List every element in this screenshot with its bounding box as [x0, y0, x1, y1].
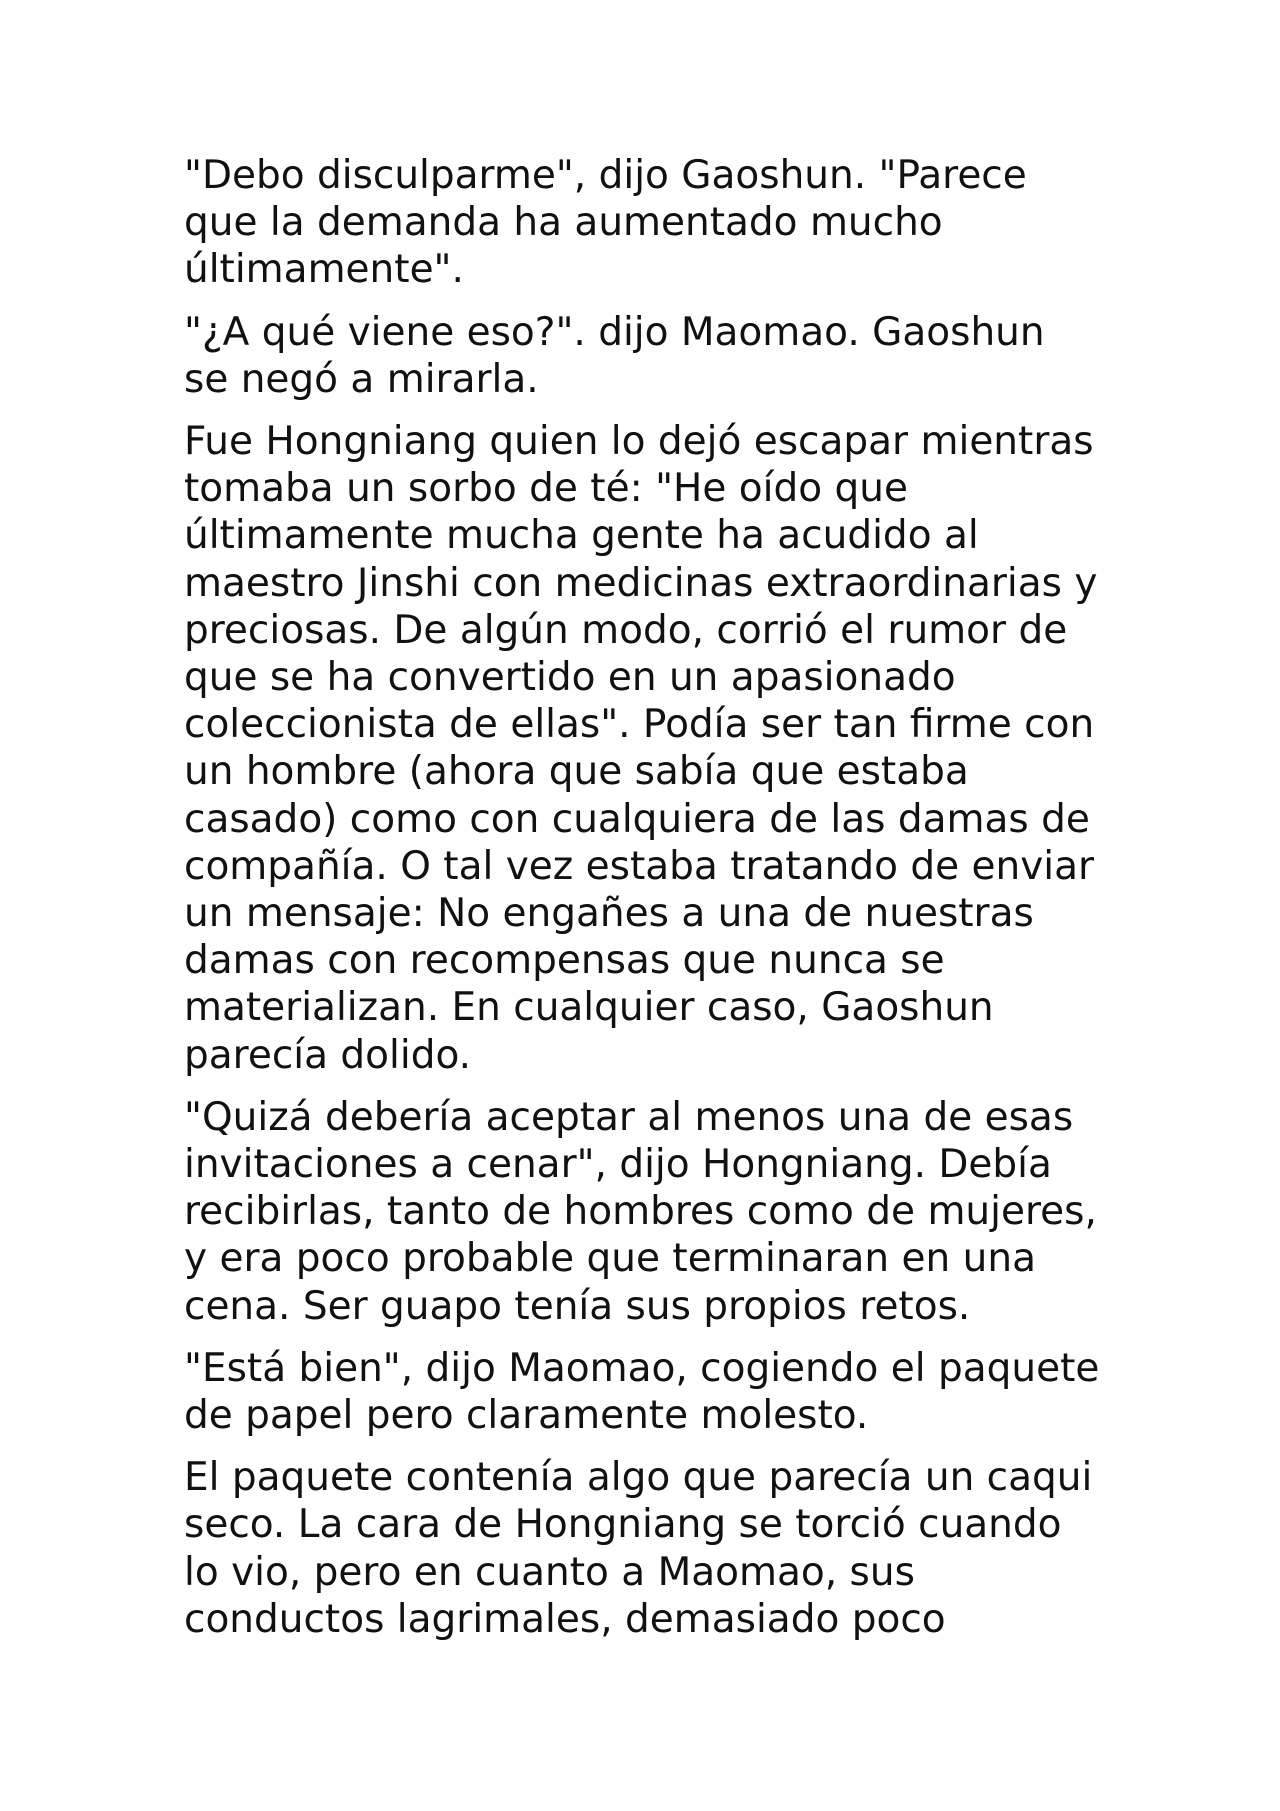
text-line: damas con recompensas que nunca se	[184, 938, 945, 984]
text-line: "Está bien", dijo Maomao, cogiendo el paquete	[184, 1345, 1100, 1391]
text-line: lo vio, pero en cuanto a Maomao, sus	[184, 1549, 915, 1595]
paragraph-2	[184, 309, 1124, 403]
text-line: tomaba un sorbo de té: "He oído que	[184, 466, 908, 512]
text-line: "¿A qué viene eso?". dijo Maomao. Gaoshun	[184, 309, 1045, 355]
text-line: de papel pero claramente molesto.	[184, 1393, 869, 1439]
paragraph-5	[184, 1345, 1124, 1439]
text-line: un mensaje: No engañes a una de nuestras	[184, 891, 1034, 937]
text-line: "Debo disculparme", dijo Gaoshun. "Parece	[184, 153, 1027, 198]
text-line: coleccionista de ellas". Podía ser tan firme con	[184, 702, 1095, 748]
text-line: que se ha convertido en un apasionado	[184, 655, 956, 701]
text-line: cena. Ser guapo tenía sus propios retos.	[184, 1283, 971, 1329]
text-line: Fue Hongniang quien lo dejó escapar mientras	[184, 419, 1094, 465]
text-line: materializan. En cualquier caso, Gaoshun	[184, 985, 994, 1031]
text-line: que la demanda ha aumentado mucho	[184, 200, 943, 246]
text-line: compañía. O tal vez estaba tratando de enviar	[184, 843, 1095, 889]
text-line: seco. La cara de Hongniang se torció cuando	[184, 1502, 1062, 1548]
text-line: invitaciones a cenar", dijo Hongniang. Debía	[184, 1142, 1052, 1188]
paragraph-6	[184, 1454, 1124, 1643]
text-line: recibirlas, tanto de hombres como de mujeres,	[184, 1189, 1097, 1235]
text-line: maestro Jinshi con medicinas extraordinarias y	[184, 560, 1098, 606]
body-text	[184, 152, 1124, 1658]
text-line: preciosas. De algún modo, corrió el rumor de	[184, 607, 1068, 653]
text-line: últimamente".	[184, 247, 464, 293]
text-line: El paquete contenía algo que parecía un caqui	[184, 1455, 1093, 1501]
paragraph-4	[184, 1094, 1124, 1330]
text-line: casado) como con cualquiera de las damas de	[184, 796, 1090, 842]
text-line: conductos lagrimales, demasiado poco	[184, 1596, 946, 1642]
text-line: "Quizá debería aceptar al menos una de esas	[184, 1094, 1074, 1140]
text-line: últimamente mucha gente ha acudido al	[184, 513, 979, 559]
text-line: un hombre (ahora que sabía que estaba	[184, 749, 969, 795]
text-line: se negó a mirarla.	[184, 356, 539, 402]
text-line: y era poco probable que terminaran en una	[184, 1236, 1036, 1282]
paragraph-3	[184, 418, 1124, 1079]
paragraph-1	[184, 152, 1124, 294]
text-line: parecía dolido.	[184, 1032, 472, 1078]
